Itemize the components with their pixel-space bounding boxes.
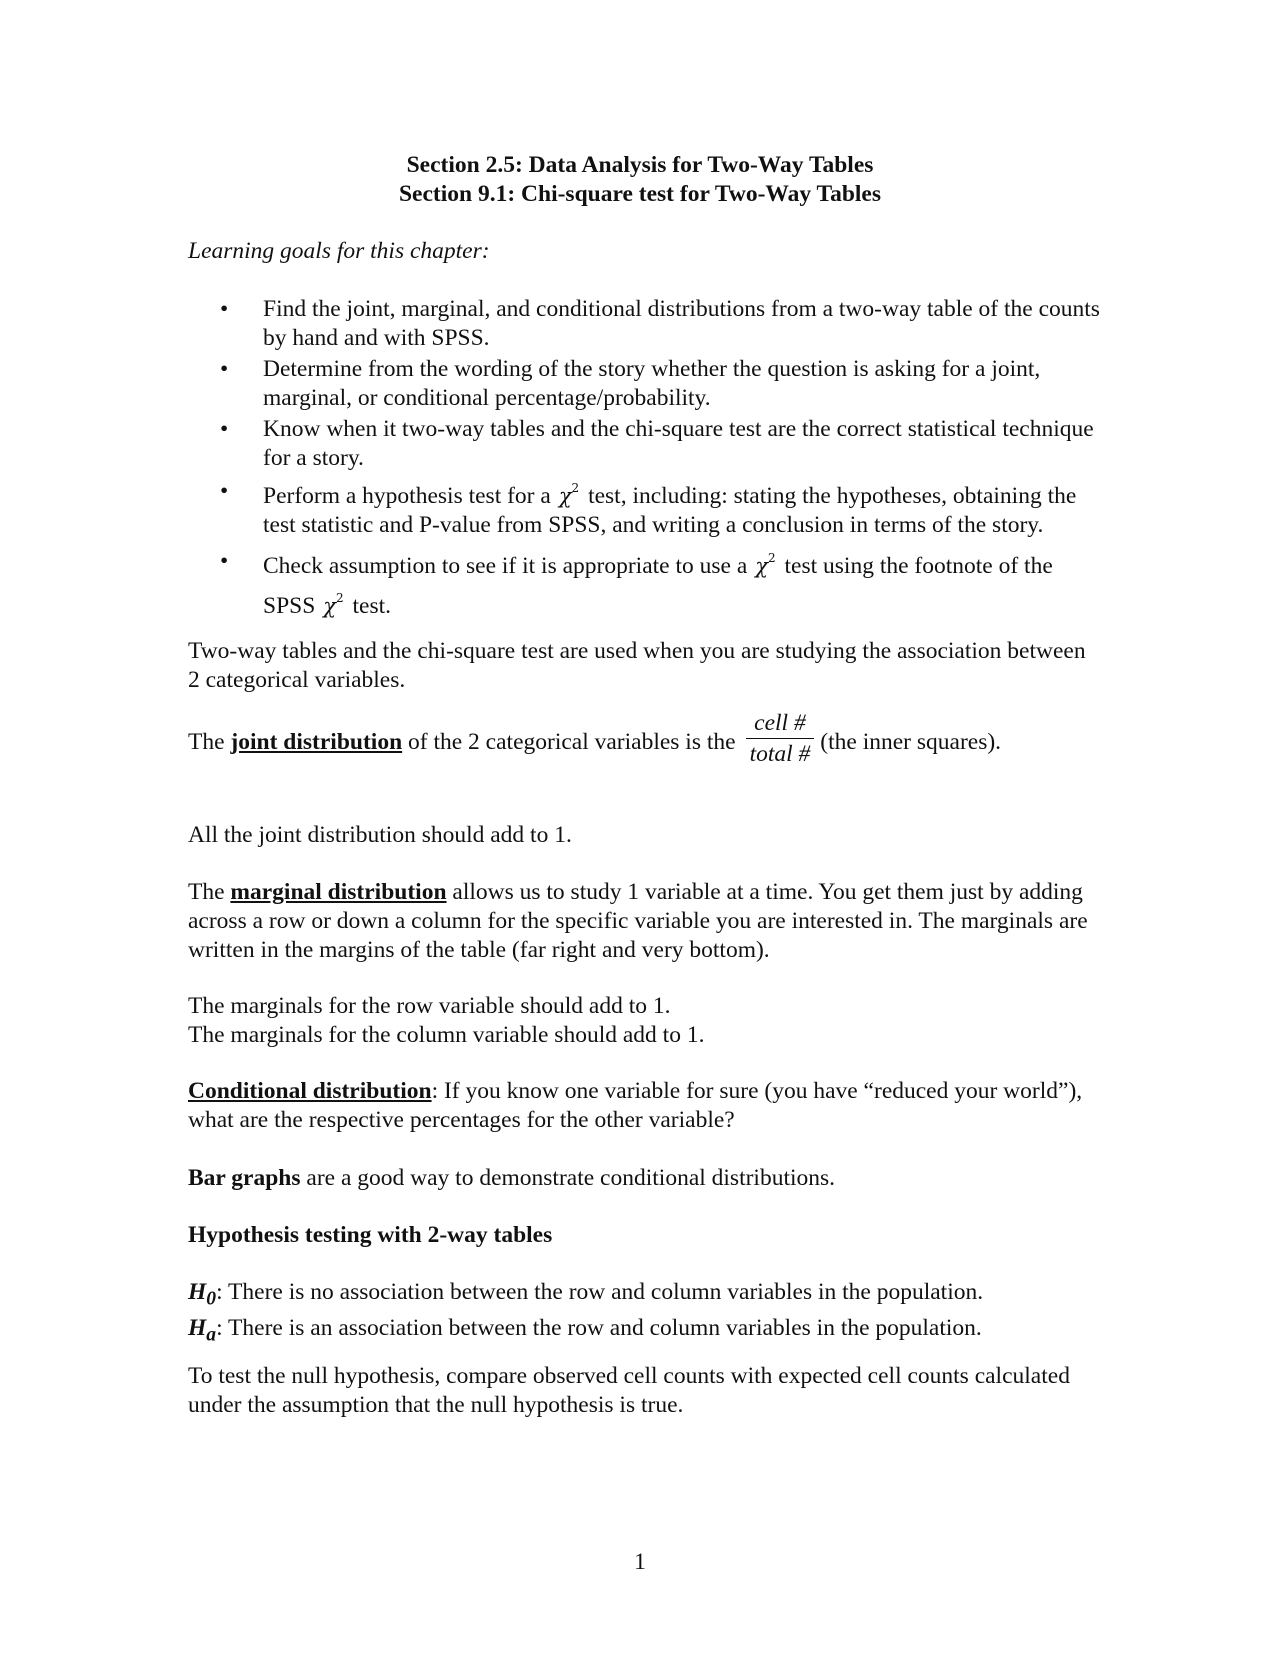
conditional-distribution-paragraph: Conditional distribution: If you know one variable for sure (you have “reduced your world”), what are the respective percentages for the other variable?	[188, 1078, 1083, 1133]
fraction-denominator: total #	[749, 741, 811, 767]
list-item	[210, 295, 1110, 353]
bar-graphs-paragraph: Bar graphs are a good way to demonstrate conditional distributions.	[188, 1165, 836, 1191]
section-title-9-1: Section 9.1: Chi-square test for Two-Way Tables	[398, 181, 881, 207]
joint-distribution-note: All the joint distribution should add to 1.	[188, 822, 572, 848]
marginal-rule-column: The marginals for the column variable should add to 1.	[188, 1022, 705, 1048]
fraction-numerator: cell #	[746, 708, 815, 739]
alternative-hypothesis: $H_a$: There is an association between the row and column variables in the population.	[188, 1314, 982, 1346]
bullet-icon: •	[220, 416, 229, 442]
section-title-2-5: Section 2.5: Data Analysis for Two-Way Tables	[406, 152, 874, 178]
learning-goals-label: Learning goals for this chapter:	[188, 238, 490, 264]
bullet-icon: •	[220, 478, 229, 504]
goal-text: Know when it two-way tables and the chi-square test are the correct statistical technique for a story.	[263, 416, 1094, 471]
chi-square-symbol: $\chi^2$	[558, 481, 580, 508]
bullet-icon: •	[220, 356, 229, 382]
intro-paragraph: Two-way tables and the chi-square test are used when you are studying the association between 2 categorical variables.	[188, 638, 1086, 693]
list-item	[210, 544, 1110, 624]
goal-text: Check assumption to see if it is appropriate to use a	[263, 553, 748, 579]
marginal-distribution-paragraph: The marginal distribution allows us to study 1 variable at a time. You get them just by adding across a row or down a column for the specific variable you are interested in. The marginals are written in the margins of the table (far right and very bottom).	[188, 879, 1088, 963]
conditional-distribution-term: Conditional distribution	[188, 1078, 432, 1104]
chi-square-symbol: $\chi^2$	[323, 591, 344, 618]
page-number: 1	[634, 1549, 646, 1575]
joint-distribution-paragraph: The joint distribution of the 2 categorical variables is the $\frac{\text{cell \#}}{\text{total \#}}$ (the inner squares).	[188, 710, 1002, 767]
joint-distribution-term: joint distribution	[230, 728, 403, 755]
goal-text: test, including: stating the hypotheses, obtaining the test statistic and P-value from SPSS, and writing a conclusion in terms of the story.	[263, 483, 1077, 538]
list-item	[210, 355, 1110, 413]
goal-text: Perform a hypothesis test for a	[263, 483, 551, 509]
marginal-rules	[188, 992, 1093, 1050]
goal-text: test.	[352, 593, 392, 619]
null-test-paragraph: To test the null hypothesis, compare observed cell counts with expected cell counts calculated under the assumption that the null hypothesis is true.	[188, 1363, 1070, 1418]
goal-text: Find the joint, marginal, and conditional distributions from a two-way table of the counts by hand and with SPSS.	[263, 296, 1100, 351]
hypothesis-heading: Hypothesis testing with 2-way tables	[188, 1222, 553, 1248]
null-hypothesis: $H_0$: There is no association between the row and column variables in the population.	[188, 1279, 984, 1310]
section-titles	[0, 151, 1280, 209]
bullet-icon: •	[220, 548, 229, 574]
bar-graphs-term: Bar graphs	[188, 1165, 301, 1191]
learning-goals-list	[210, 295, 1110, 626]
hypotheses	[188, 1278, 1188, 1349]
list-item	[210, 415, 1110, 473]
bullet-icon: •	[220, 296, 229, 322]
goal-text: Determine from the wording of the story whether the question is asking for a joint, marginal, or conditional percentage/probability.	[263, 356, 1041, 411]
marginal-rule-row: The marginals for the row variable should add to 1.	[188, 993, 671, 1019]
list-item	[210, 477, 1110, 540]
goal-text: test using the footnote of the SPSS	[263, 553, 1053, 619]
cell-over-total-fraction	[746, 708, 815, 769]
chi-square-symbol: $\chi^2$	[755, 551, 776, 578]
marginal-distribution-term: marginal distribution	[230, 879, 447, 905]
